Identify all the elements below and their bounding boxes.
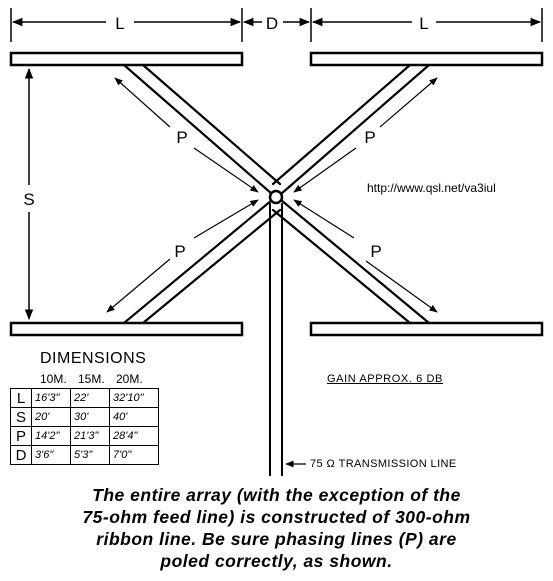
row-label: D (11, 446, 32, 465)
table-cell: 22' (71, 389, 110, 408)
label-l-right: L (419, 14, 429, 33)
feed-line (270, 203, 282, 476)
row-label: P (11, 427, 32, 446)
table-row (11, 427, 159, 446)
column-header: 10M. (40, 372, 67, 386)
caption-line: The entire array (with the exception of the (92, 485, 461, 505)
element-bottom-left (11, 323, 242, 335)
feed-point (270, 191, 282, 203)
table-cell: 3'6" (32, 446, 71, 465)
dimensions-title: DIMENSIONS (40, 350, 147, 367)
row-label: S (11, 408, 32, 427)
label-l-left: L (115, 14, 125, 33)
gain-note: GAIN APPROX. 6 DB (327, 373, 443, 385)
element-bottom-right (311, 323, 542, 335)
table-cell: 40' (110, 408, 159, 427)
dimensions-table (10, 388, 159, 465)
table-row (11, 389, 159, 408)
transmission-line-label: 75 Ω TRANSMISSION LINE (310, 458, 457, 470)
table-cell: 7'0" (110, 446, 159, 465)
caption-line: poled correctly, as shown. (160, 551, 393, 571)
label-p-upper-left: P (176, 128, 188, 147)
table-cell: 32'10" (110, 389, 159, 408)
element-top-left (11, 53, 242, 65)
element-top-right (311, 53, 542, 65)
dimensions-column-headers (40, 372, 154, 386)
table-cell: 28'4" (110, 427, 159, 446)
source-url: http://www.qsl.net/va3iul (367, 181, 496, 195)
row-label: L (11, 389, 32, 408)
table-cell: 30' (71, 408, 110, 427)
label-p-upper-right: P (364, 128, 376, 147)
label-p-lower-right: P (370, 242, 382, 261)
table-cell: 20' (32, 408, 71, 427)
caption-line: ribbon line. Be sure phasing lines (P) are (96, 529, 457, 549)
table-row (11, 446, 159, 465)
table-cell: 21'3" (71, 427, 110, 446)
label-p-lower-left: P (174, 242, 186, 261)
table-row (11, 408, 159, 427)
table-cell: 14'2" (32, 427, 71, 446)
column-header: 15M. (78, 372, 105, 386)
table-cell: 5'3" (71, 446, 110, 465)
label-d: D (265, 14, 279, 33)
label-s: S (23, 190, 35, 209)
table-cell: 16'3" (32, 389, 71, 408)
column-header: 20M. (116, 372, 143, 386)
figure-caption (0, 484, 553, 572)
caption-line: 75-ohm feed line) is constructed of 300-ohm (82, 507, 471, 527)
